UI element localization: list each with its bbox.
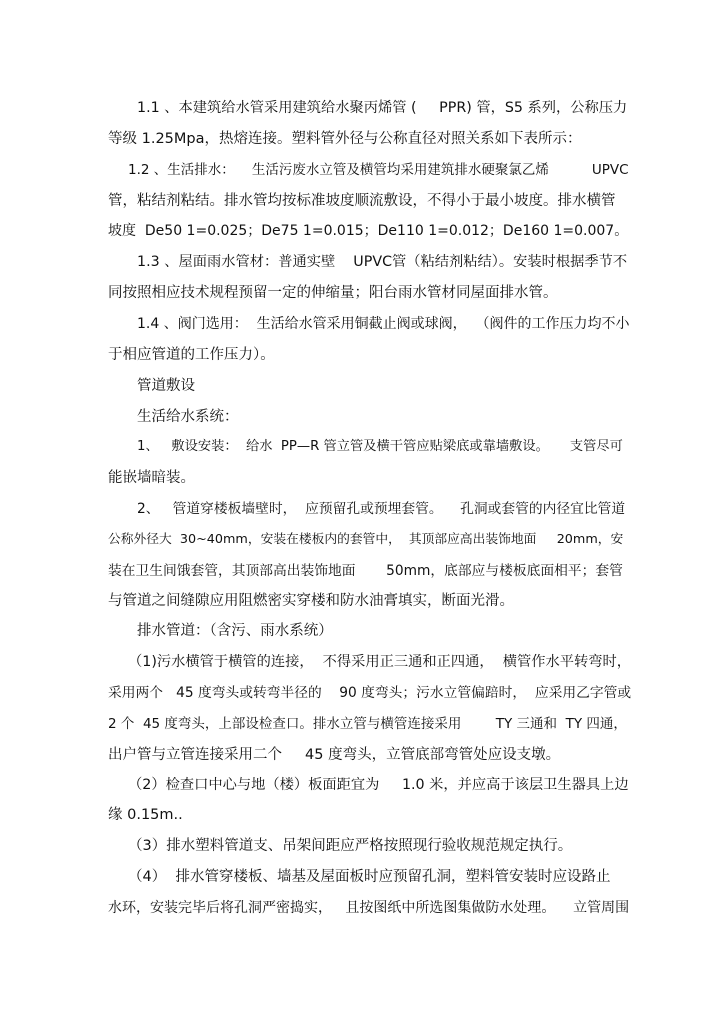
text-line: 与管道之间缝隙应用阻燃密实穿楼和防水油膏填实，断面光滑。 <box>108 593 514 609</box>
text-line: 1.4 、阀门选用： 生活给水管采用铜截止阀或球阀， （阀件的工作压力均不小 <box>137 316 630 332</box>
text-line: 1、 敷设安装： 给水 PP—R 管立管及横干管应贴梁底或靠墙敷设。 支管尽可 <box>137 439 623 454</box>
text-line: 水环，安装完毕后将孔洞严密捣实， 且按图纸中所选图集做防水处理。 立管周围 <box>108 900 630 916</box>
text-line: 2 个 45 度弯头，上部设检查口。排水立管与横管连接采用 TY 三通和 TY 四通， <box>108 716 627 732</box>
text-line: 公称外径大 30~40mm，安装在楼板内的套管中， 其顶部应高出装饰地面 20mm，安 <box>108 532 624 547</box>
text-line: （3）排水塑料管道支、吊架间距应严格按照现行验收规范规定执行。 <box>128 838 573 854</box>
text-line: 1.3 、屋面雨水管材：普通实壁 UPVC管（粘结剂粘结）。安装时根据季节不 <box>137 254 628 270</box>
text-line: 1.1 、本建筑给水管采用建筑给水聚丙烯管 ( PPR) 管，S5 系列，公称压力 <box>137 100 628 116</box>
text-line: （1)污水横管于横管的连接， 不得采用正三通和正四通， 横管作水平转弯时， <box>128 654 631 670</box>
text-line: 1.2 、生活排水： 生活污废水立管及横管均采用建筑排水硬聚氯乙烯 UPVC <box>128 162 629 178</box>
text-line: 缘 0.15m.. <box>108 807 183 823</box>
text-line: 装在卫生间饿套管，其顶部高出装饰地面 50mm，底部应与楼板底面相平；套管 <box>108 563 623 579</box>
section-heading: 排水管道：（含污、雨水系统） <box>137 623 333 639</box>
text-line: 2、 管道穿楼板墙壁时， 应预留孔或预埋套管。 孔洞或套管的内径宜比管道 <box>137 501 626 517</box>
text-line: 出户管与立管连接采用二个 45 度弯头，立管底部弯管处应设支墩。 <box>108 747 561 763</box>
text-line: 等级 1.25Mpa，热熔连接。塑料管外径与公称直径对照关系如下表所示： <box>108 131 582 147</box>
text-line: 坡度 De50 1=0.025；De75 1=0.015；De110 1=0.012；De160 1=0.007。 <box>108 223 629 239</box>
text-line: 同按照相应技术规程预留一定的伸缩量；阳台雨水管材同屋面排水管。 <box>108 285 558 301</box>
section-heading: 生活给水系统： <box>137 409 239 425</box>
section-heading: 管道敷设 <box>137 378 195 394</box>
text-line: （4） 排水管穿楼板、墙基及屋面板时应预留孔洞，塑料管安装时应设路止 <box>128 869 611 885</box>
text-line: 于相应管道的工作压力）。 <box>108 347 275 363</box>
text-line: 采用两个 45 度弯头或转弯半径的 90 度弯头；污水立管偏踣时， 应采用乙字管或 <box>108 685 632 701</box>
text-line: 能嵌墙暗装。 <box>108 470 195 486</box>
text-line: （2）检查口中心与地（楼）板面距宜为 1.0 米，并应高于该层卫生器具上边 <box>128 777 629 793</box>
text-line: 管，粘结剂粘结。排水管均按标准坡度顺流敷设，不得小于最小坡度。排水横管 <box>108 193 616 209</box>
